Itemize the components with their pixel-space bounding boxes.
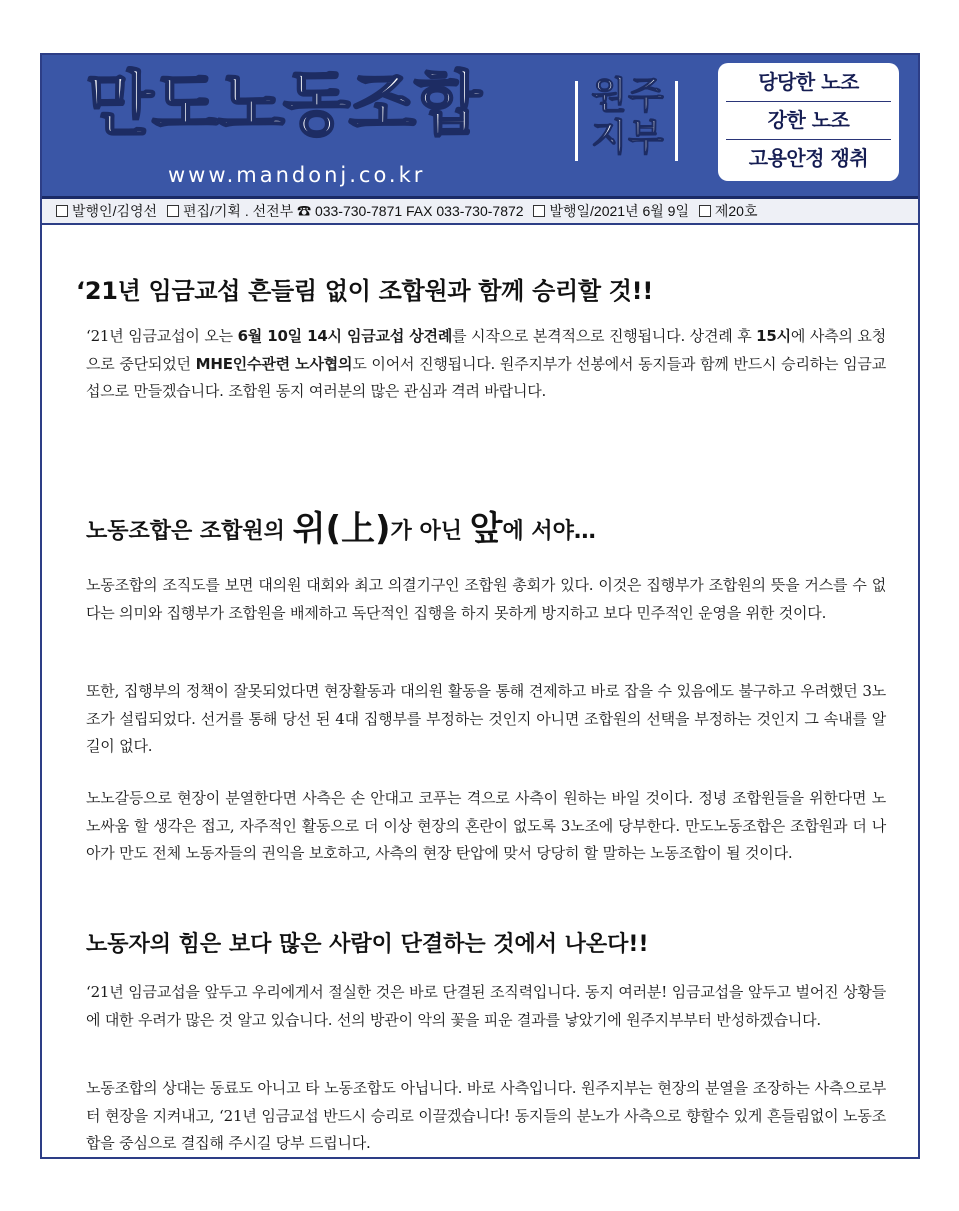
checkbox-icon <box>56 205 68 217</box>
checkbox-icon <box>533 205 545 217</box>
intro-text: ‘21년 임금교섭이 오는 <box>86 327 238 345</box>
slogan-3: 고용안정 쟁취 <box>748 146 869 170</box>
intro-bold-date: 6월 10일 14시 임금교섭 상견례 <box>237 327 453 345</box>
slogan-2: 강한 노조 <box>767 108 850 132</box>
paragraph-2: 노동조합의 조직도를 보면 대의원 대회와 최고 의결기구인 조합원 총회가 있다. 이것은 집행부가 조합원의 뜻을 거스를 수 없다는 의미와 집행부가 조합원을 배제하고 독단적인 집행을 하지 못하게 방지하고 보다 민주적인 운영을 위한 것이다. <box>86 576 886 622</box>
branch-line-2: 지부 <box>591 116 665 159</box>
section-heading-1 <box>86 509 596 552</box>
slogan-1: 당당한 노조 <box>758 70 859 94</box>
section-1-text: 가 아닌 <box>390 519 470 544</box>
paragraph-3: 또한, 집행부의 정책이 잘못되었다면 현장활동과 대의원 활동을 통해 견제하고 바로 잡을 수 있음에도 불구하고 우려했던 3노조가 설립되었다. 선거를 통해 당선 된 4대 집행부를 부정하는 것인지 아니면 조합원의 선택을 부정하는 것인지 그 속내를 알 길이 없다. <box>86 682 886 755</box>
website-url: www.mandonj.co.kr <box>168 163 426 187</box>
intro-bold-meeting: MHE인수관련 노사협의 <box>195 354 353 373</box>
intro-bold-time: 15시 <box>756 327 791 345</box>
section-1-text: 에 서야… <box>502 519 596 544</box>
section-1-emphasis: 앞 <box>469 509 503 549</box>
phone-icon: ☎ <box>297 203 312 219</box>
checkbox-icon <box>699 205 711 217</box>
section-1-emphasis: 위(上) <box>292 509 391 549</box>
intro-text: 를 시작으로 본격적으로 진행됩니다. 상견례 후 <box>452 327 757 345</box>
slogan-divider <box>726 101 891 102</box>
branch-line-1: 원주 <box>591 74 665 117</box>
branch-divider <box>675 81 678 161</box>
paragraph-5: ‘21년 임금교섭을 앞두고 우리에게서 절실한 것은 바로 단결된 조직력입니다. 동지 여러분! 임금교섭을 앞두고 벌어진 상황들에 대한 우려가 많은 것 알고 있습니다. 선의 방관이 악의 꽃을 피운 결과를 낳았기에 원주지부부터 반성하겠습니다. <box>86 983 886 1029</box>
contact-numbers: 033-730-7871 FAX 033-730-7872 <box>314 203 524 219</box>
section-1-text: 노동조합은 조합원의 <box>86 519 293 544</box>
paragraph-6: 노동조합의 상대는 동료도 아니고 타 노동조합도 아닙니다. 바로 사측입니다. 원주지부는 현장의 분열을 조장하는 사측으로부터 현장을 지켜내고, ‘21년 임금교섭 반드시 승리로 이끌겠습니다! 동지들의 분노가 사측으로 향할수 있게 흔들림없이 노동조합을 중심으로 결집해 주시길 당부 드립니다. <box>86 1079 886 1152</box>
intro-text: 도 이어서 진행됩니다. 원주지부가 선봉에서 동지들과 함께 반드시 승리하는 임금교섭으로 만들겠습니다. 조합원 동지 여러분의 많은 관심과 격려 바랍니다. <box>86 354 886 400</box>
slogan-divider <box>726 139 891 140</box>
newsletter-frame <box>40 53 920 1159</box>
title-divider <box>575 81 578 161</box>
issue-number: 제20호 <box>714 203 758 219</box>
checkbox-icon <box>167 205 179 217</box>
publication-info-bar <box>42 199 918 225</box>
paragraph-4: 노노갈등으로 현장이 분열한다면 사측은 손 안대고 코푸는 격으로 사측이 원하는 바일 것이다. 정녕 조합원들을 위한다면 노노싸움 할 생각은 접고, 자주적인 활동으로 더 이상 현장의 혼란이 없도록 3노조에 당부한다. 만도노동조합은 조합원과 더 나아가 만도 전체 노동자들의 권익을 보호하고, 사측의 현장 탄압에 맞서 당당히 할 말하는 노동조합이 될 것이다. <box>86 789 886 862</box>
main-headline: ‘21년 임금교섭 흔들림 없이 조합원과 함께 승리할 것!! <box>76 277 653 305</box>
slogan-box <box>718 63 899 181</box>
publisher: 발행인/김영선 <box>72 203 158 219</box>
publish-date: 발행일/2021년 6월 9일 <box>549 203 689 219</box>
editor: 편집/기획 . 선전부 <box>182 203 294 219</box>
newsletter-title: 만도노동조합 <box>86 63 480 145</box>
section-heading-2: 노동자의 힘은 보다 많은 사람이 단결하는 것에서 나온다!! <box>86 932 649 957</box>
branch-name <box>587 75 669 159</box>
intro-text: 에 사측의 요청으로 중단되었던 <box>86 327 886 373</box>
masthead <box>42 55 918 199</box>
paragraph-intro <box>86 323 886 406</box>
